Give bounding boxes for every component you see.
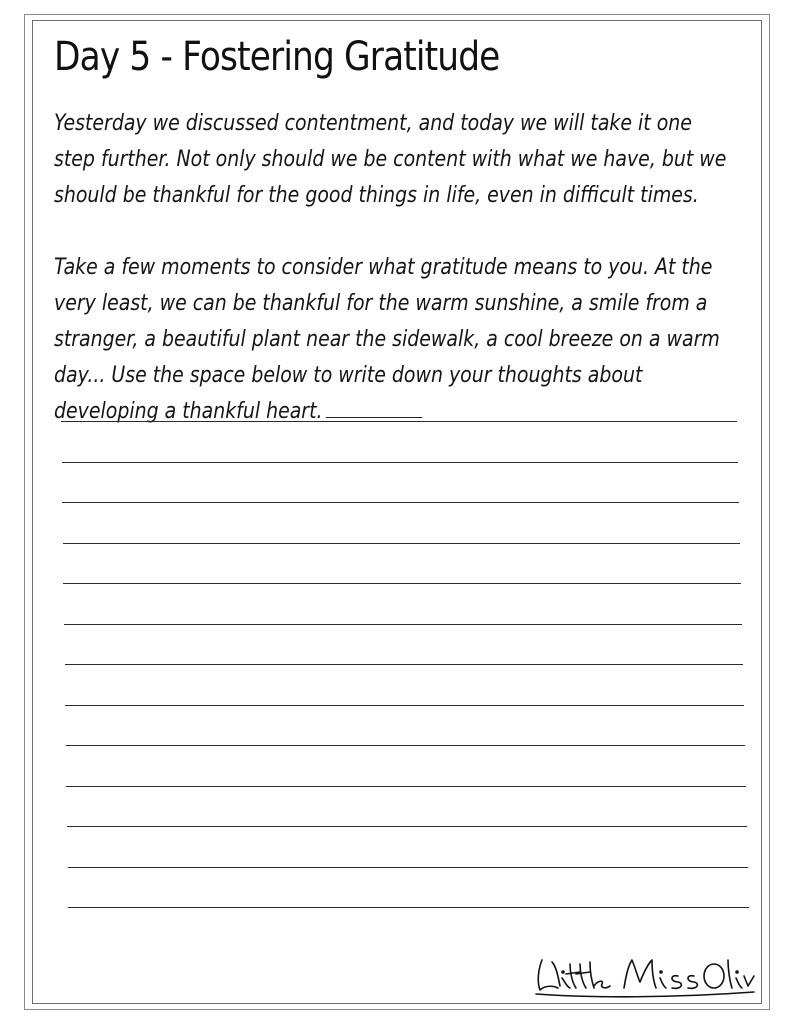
answer-blank[interactable] bbox=[326, 416, 422, 418]
writing-line[interactable] bbox=[62, 462, 738, 463]
prompt-paragraph bbox=[54, 250, 733, 430]
writing-line[interactable] bbox=[63, 583, 741, 584]
prompt-paragraph-text: Take a few moments to consider what gratitude means to you. At the very least, we can be thankful for the warm sunshine, a smile from a stranger, a beautiful plant near the sidewalk, a cool breeze on a warm day... Use the space below to write down your thoughts about developing a thankful heart. bbox=[54, 255, 720, 424]
writing-line[interactable] bbox=[61, 421, 737, 422]
page-title: Day 5 - Fostering Gratitude bbox=[54, 34, 500, 80]
writing-line[interactable] bbox=[62, 502, 739, 503]
writing-line[interactable] bbox=[65, 705, 744, 706]
writing-line[interactable] bbox=[65, 664, 743, 665]
writing-line[interactable] bbox=[66, 786, 746, 787]
writing-line[interactable] bbox=[68, 867, 748, 868]
signature-logo bbox=[532, 952, 756, 1000]
writing-line[interactable] bbox=[64, 624, 742, 625]
intro-paragraph bbox=[54, 106, 733, 214]
writing-line[interactable] bbox=[63, 543, 740, 544]
writing-line[interactable] bbox=[66, 745, 745, 746]
writing-line[interactable] bbox=[67, 826, 747, 827]
writing-line[interactable] bbox=[68, 907, 749, 908]
intro-paragraph-text: Yesterday we discussed contentment, and today we will take it one step further. Not only should we be content with what we have, but we should be thankful for the good things in life, even in difficult times. bbox=[54, 111, 727, 208]
